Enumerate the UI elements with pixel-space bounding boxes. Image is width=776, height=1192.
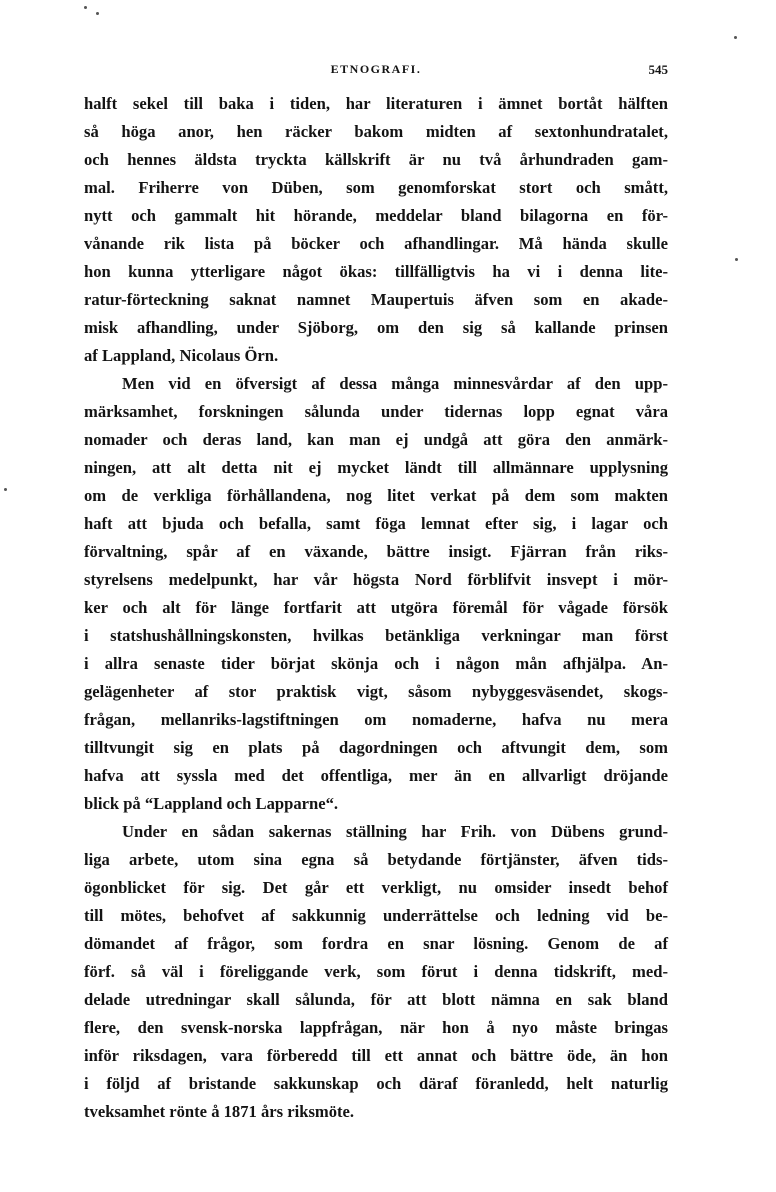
text-line: blick på “Lappland och Lapparne“. (84, 794, 339, 813)
text-line: liga arbete, utom sina egna så betydande förtjänster, äfven tids- (84, 850, 668, 869)
text-line: nomader och deras land, kan man ej undgå att göra den anmärk- (84, 430, 668, 449)
text-line: så höga anor, hen räcker bakom midten af sextonhundratalet, (84, 122, 668, 141)
text-line: vånande rik lista på böcker och afhandlingar. Må hända skulle (84, 234, 668, 253)
text-line: hon kunna ytterligare något ökas: tillfälligtvis ha vi i denna lite- (84, 262, 668, 281)
text-line: tveksamhet rönte å 1871 års riksmöte. (84, 1102, 355, 1121)
body-text (84, 90, 668, 1126)
paragraph-3 (84, 818, 668, 1126)
text-line: ögonblicket för sig. Det går ett verkligt, nu omsider insedt behof (84, 878, 668, 897)
text-line: till mötes, behofvet af sakkunnig underrättelse och ledning vid be- (84, 906, 668, 925)
text-line: mal. Friherre von Düben, som genomforskat stort och smått, (84, 178, 668, 197)
print-speck (96, 12, 99, 15)
print-speck (734, 36, 737, 39)
text-line: tilltvungit sig en plats på dagordningen och aftvungit dem, som (84, 738, 668, 757)
print-speck (735, 258, 738, 261)
text-line: frågan, mellanriks-lagstiftningen om nomaderne, hafva nu mera (84, 710, 668, 729)
text-line: haft att bjuda och befalla, samt föga lemnat efter sig, i lagar och (84, 514, 668, 533)
text-line: af Lappland, Nicolaus Örn. (84, 346, 279, 365)
text-line: ningen, att alt detta nit ej mycket ländt till allmännare upplysning (84, 458, 668, 477)
running-title: ETNOGRAFI. (330, 62, 422, 76)
text-line: flere, den svensk-norska lappfrågan, när hon å nyo måste bringas (84, 1018, 668, 1037)
text-line: märksamhet, forskningen sålunda under tidernas lopp egnat våra (84, 402, 668, 421)
text-line: ker och alt för länge fortfarit att utgöra föremål för vågade försök (84, 598, 668, 617)
text-line: om de verkliga förhållandena, nog litet verkat på dem som makten (84, 486, 668, 505)
text-line: inför riksdagen, vara förberedd till ett annat och bättre öde, än hon (84, 1046, 668, 1065)
text-line: och hennes äldsta tryckta källskrift är nu två århundraden gam- (84, 150, 668, 169)
text-line: misk afhandling, under Sjöborg, om den sig så kallande prinsen (84, 318, 668, 337)
paragraph-2 (84, 370, 668, 818)
text-line: hafva att syssla med det offentliga, mer än en allvarligt dröjande (84, 766, 668, 785)
text-line: förf. så väl i föreliggande verk, som förut i denna tidskrift, med- (84, 962, 668, 981)
text-line: i allra senaste tider börjat skönja och i någon mån afhjälpa. An- (84, 654, 668, 673)
text-line: nytt och gammalt hit hörande, meddelar bland bilagorna en för- (84, 206, 668, 225)
text-line: styrelsens medelpunkt, har vår högsta Nord förblifvit insvept i mör- (84, 570, 668, 589)
text-line: i följd af bristande sakkunskap och däraf föranledd, helt naturlig (84, 1074, 668, 1093)
running-head (84, 62, 668, 82)
text-line: delade utredningar skall sålunda, för att blott nämna en sak bland (84, 990, 668, 1009)
text-line: halft sekel till baka i tiden, har literaturen i ämnet bortåt hälften (84, 94, 668, 113)
text-line: förvaltning, spår af en växande, bättre insigt. Fjärran från riks- (84, 542, 668, 561)
print-speck (4, 488, 7, 491)
text-line: ratur-förteckning saknat namnet Maupertuis äfven som en akade- (84, 290, 668, 309)
text-line: dömandet af frågor, som fordra en snar lösning. Genom de af (84, 934, 668, 953)
text-line: i statshushållningskonsten, hvilkas betänkliga verkningar man först (84, 626, 668, 645)
text-line: Men vid en öfversigt af dessa många minnesvårdar af den upp- (122, 374, 668, 393)
print-speck (84, 6, 87, 9)
text-line: gelägenheter af stor praktisk vigt, såsom nybyggesväsendet, skogs- (84, 682, 668, 701)
text-line: Under en sådan sakernas ställning har Frih. von Dübens grund- (122, 822, 668, 841)
paragraph-1 (84, 90, 668, 370)
page-number: 545 (648, 62, 668, 77)
